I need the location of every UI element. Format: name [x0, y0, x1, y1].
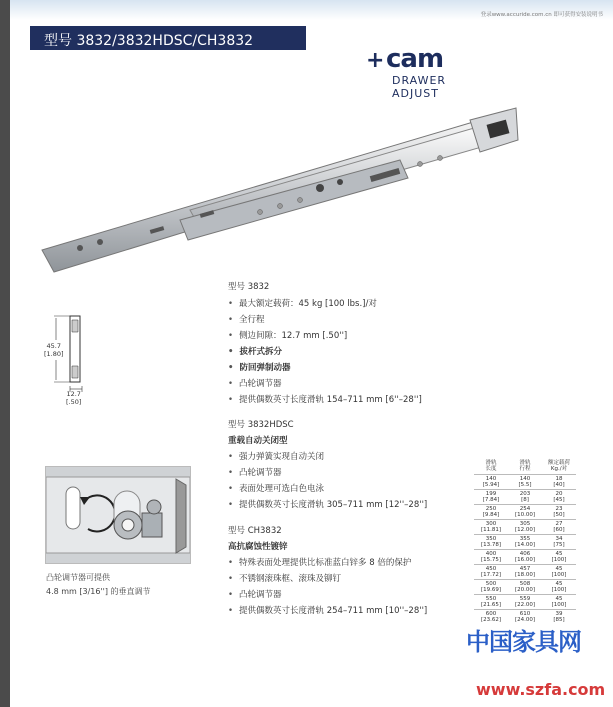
- model-3832hdsc-name: 型号 3832HDSC: [228, 420, 294, 430]
- header-slide-length: 滑轨 长度: [485, 460, 497, 472]
- watermark-url: www.szfa.com: [476, 680, 606, 699]
- logo-line2: ADJUST: [392, 87, 439, 100]
- logo-brand: cam: [386, 44, 444, 74]
- table-cell: 350 [13.78]: [474, 535, 508, 550]
- table-cell: 45 [100]: [542, 595, 576, 610]
- model-3832-feature: • 凸轮调节器: [228, 377, 282, 389]
- height-mm: 45.7: [46, 342, 62, 350]
- header-slide-travel: 滑轨 行程: [519, 460, 531, 472]
- logo-line1: DRAWER: [392, 74, 447, 87]
- model-3832-feature: • 全行程: [228, 313, 265, 325]
- model-3832-feature: • 拔杆式拆分: [228, 345, 282, 357]
- model-ch3832-subtitle: 高抗腐蚀性镀锌: [228, 542, 288, 552]
- table-cell: 203 [8]: [508, 490, 542, 505]
- header-load-rating: 额定载荷 Kg./对: [547, 460, 570, 472]
- title-bar: [30, 26, 306, 50]
- table-row: [474, 595, 576, 610]
- logo-plus-icon: +: [366, 48, 385, 73]
- left-border-strip: [0, 0, 10, 707]
- table-cell: 45 [100]: [542, 550, 576, 565]
- page-title: 型号 3832/3832HDSC/CH3832: [44, 33, 254, 49]
- table-cell: 27 [60]: [542, 520, 576, 535]
- model-3832hdsc-feature: • 表面处理可选白色电泳: [228, 482, 324, 494]
- table-cell: 23 [50]: [542, 505, 576, 520]
- table-cell: 254 [10.00]: [508, 505, 542, 520]
- model-3832hdsc-feature: • 凸轮调节器: [228, 466, 282, 478]
- width-mm: 12.7: [66, 390, 81, 398]
- height-dimension: [44, 342, 64, 358]
- model-3832hdsc-feature: • 强力弹簧实现自动关闭: [228, 450, 324, 462]
- table-cell: 400 [15.75]: [474, 550, 508, 565]
- table-cell: 600 [23.62]: [474, 610, 508, 625]
- table-cell: 500 [19.69]: [474, 580, 508, 595]
- table-cell: 45 [100]: [542, 580, 576, 595]
- model-3832-feature: • 侧边间隙：12.7 mm [.50'']: [228, 329, 347, 341]
- model-3832hdsc-feature: • 提供偶数英寸长度滑轨 305–711 mm [12''–28'']: [228, 498, 427, 510]
- table-row: [474, 565, 576, 580]
- table-row: [474, 505, 576, 520]
- table-body: [474, 475, 576, 625]
- slide-dimension-table: [474, 460, 576, 624]
- cam-caption-line2: 4.8 mm [3/16''] 的垂直调节: [46, 587, 151, 596]
- cam-caption-line1: 凸轮调节器可提供: [46, 573, 110, 582]
- table-row: [474, 580, 576, 595]
- table-cell: 305 [12.00]: [508, 520, 542, 535]
- cam-adjuster-detail-image: [45, 466, 191, 564]
- table-row: [474, 550, 576, 565]
- table-row: [474, 520, 576, 535]
- top-note: 登录www.accuride.com.cn 即可获得安装说明书: [480, 12, 603, 18]
- table-cell: 457 [18.00]: [508, 565, 542, 580]
- table-cell: 559 [22.00]: [508, 595, 542, 610]
- drawer-slide-image: [40, 100, 520, 290]
- model-ch3832-feature: • 特殊表面处理提供比标准蓝白锌多 8 倍的保护: [228, 556, 411, 568]
- width-dimension: [66, 390, 81, 406]
- model-3832-feature: • 提供偶数英寸长度滑轨 154–711 mm [6''–28'']: [228, 393, 422, 405]
- table-cell: 300 [11.81]: [474, 520, 508, 535]
- model-3832-feature: • 最大额定载荷：45 kg [100 lbs.]/对: [228, 297, 377, 309]
- table-cell: 508 [20.00]: [508, 580, 542, 595]
- table-cell: 610 [24.00]: [508, 610, 542, 625]
- watermark-cn: 中国家具网: [466, 628, 581, 656]
- model-ch3832-feature: • 不锈钢滚珠框、滚珠及铆钉: [228, 572, 341, 584]
- table-cell: 199 [7.84]: [474, 490, 508, 505]
- table-cell: 450 [17.72]: [474, 565, 508, 580]
- table-row: [474, 535, 576, 550]
- model-ch3832-feature: • 凸轮调节器: [228, 588, 282, 600]
- table-cell: 39 [85]: [542, 610, 576, 625]
- table-row: [474, 475, 576, 490]
- table-cell: 34 [75]: [542, 535, 576, 550]
- table-cell: 406 [16.00]: [508, 550, 542, 565]
- table-cell: 355 [14.00]: [508, 535, 542, 550]
- model-ch3832-feature: • 提供偶数英寸长度滑轨 254–711 mm [10''–28'']: [228, 604, 427, 616]
- table-cell: 20 [45]: [542, 490, 576, 505]
- table-cell: 140 [5.5]: [508, 475, 542, 490]
- model-3832-name: 型号 3832: [228, 282, 270, 292]
- table-cell: 250 [9.84]: [474, 505, 508, 520]
- table-cell: 550 [21.65]: [474, 595, 508, 610]
- width-in: [.50]: [66, 398, 82, 406]
- profile-dimension-drawing: [36, 310, 116, 410]
- model-ch3832-name: 型号 CH3832: [228, 526, 282, 536]
- cam-adjuster-icon: [46, 467, 190, 563]
- table-cell: 45 [100]: [542, 565, 576, 580]
- table-cell: 140 [5.94]: [474, 475, 508, 490]
- model-3832-feature: • 防回弹制动器: [228, 361, 290, 373]
- height-in: [1.80]: [44, 350, 64, 358]
- model-3832hdsc-subtitle: 重载自动关闭型: [228, 436, 288, 446]
- top-band: [10, 0, 613, 20]
- table-cell: 18 [40]: [542, 475, 576, 490]
- table-header-row: [474, 460, 576, 475]
- table-row: [474, 490, 576, 505]
